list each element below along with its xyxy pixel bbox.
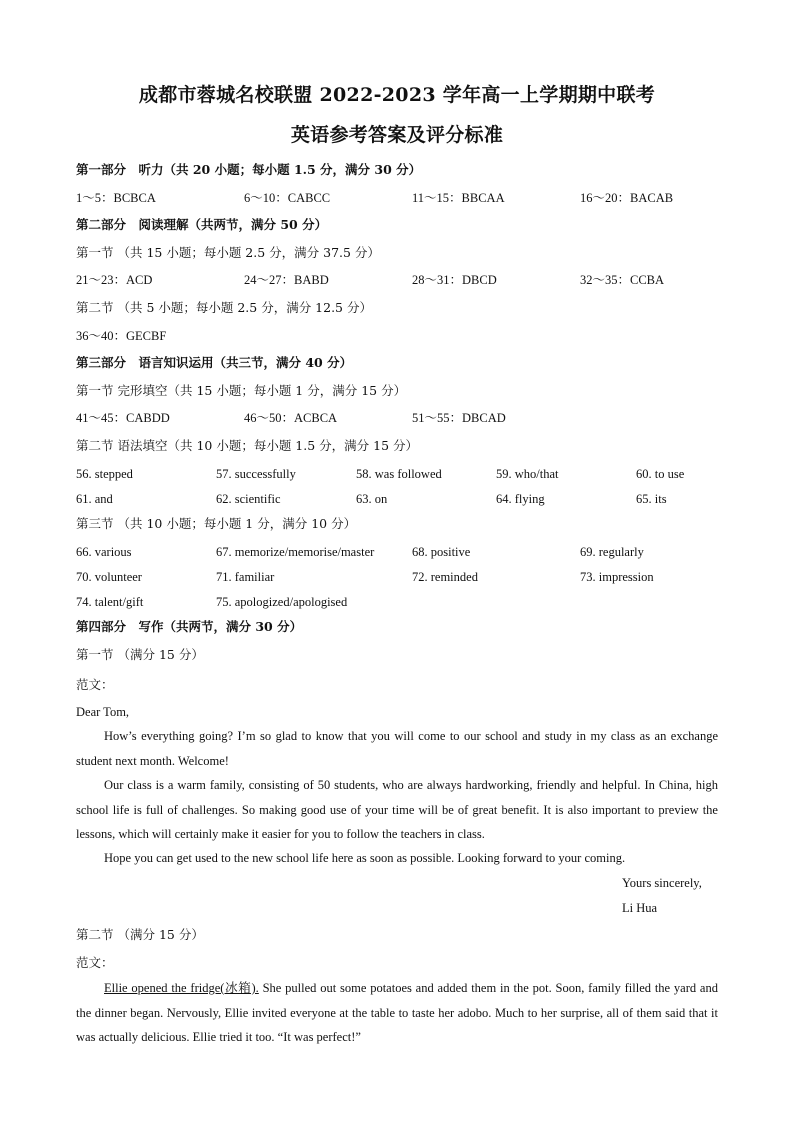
- vocab-answer: 74. talent/gift: [76, 595, 144, 609]
- grammar-answer: 58. was followed: [356, 467, 442, 481]
- part2-section2-heading: 第二节 （共 5 小题；每小题 2.5 分，满分 12.5 分）: [76, 300, 372, 315]
- story-paragraph: [76, 976, 718, 1050]
- document-title: 成都市蓉城名校联盟 2022-2023 学年高一上学期期中联考: [138, 84, 656, 106]
- letter-signature: Li Hua: [622, 901, 658, 915]
- model-story-label: 范文：: [76, 955, 114, 970]
- answer-group: 32～35：CCBA: [580, 273, 665, 287]
- answer-group: 24～27：BABD: [244, 273, 329, 287]
- grammar-answer: 57. successfully: [216, 467, 296, 481]
- part4-section1-heading: 第一节 （满分 15 分）: [76, 647, 204, 662]
- vocab-answer: 75. apologized/apologised: [216, 595, 348, 609]
- grammar-answer: 63. on: [356, 492, 388, 506]
- letter-greeting: Dear Tom,: [76, 705, 130, 719]
- answer-group: 1～5：BCBCA: [76, 191, 156, 205]
- part1-heading: 第一部分 听力（共 20 小题；每小题 1.5 分，满分 30 分）: [76, 162, 422, 177]
- vocab-answer: 67. memorize/memorise/master: [216, 545, 375, 559]
- letter-closing: Yours sincerely,: [622, 876, 702, 890]
- vocab-answer: 68. positive: [412, 545, 471, 559]
- answer-group: 16～20：BACAB: [580, 191, 674, 205]
- part2-section1-heading: 第一节 （共 15 小题；每小题 2.5 分，满分 37.5 分）: [76, 245, 380, 260]
- letter-paragraph: Hope you can get used to the new school life here as soon as possible. Looking forward to your coming.: [104, 851, 626, 865]
- grammar-answer: 65. its: [636, 492, 667, 506]
- vocab-answer: 69. regularly: [580, 545, 644, 559]
- answer-group: 51～55：DBCAD: [412, 411, 506, 425]
- answer-group: 6～10：CABCC: [244, 191, 331, 205]
- story-underlined-sentence: Ellie opened the fridge(冰箱).: [104, 981, 259, 995]
- answer-group: 28～31：DBCD: [412, 273, 497, 287]
- grammar-answer: 59. who/that: [496, 467, 559, 481]
- vocab-answer: 66. various: [76, 545, 132, 559]
- grammar-answer: 62. scientific: [216, 492, 281, 506]
- answer-group: 46～50：ACBCA: [244, 411, 338, 425]
- letter-paragraph: How’s everything going? I’m so glad to know that you will come to our school and study in my class as an exchange student next month. Welcome!: [76, 729, 718, 768]
- document-subtitle: 英语参考答案及评分标准: [290, 124, 504, 146]
- grammar-answer: 64. flying: [496, 492, 545, 506]
- model-essay-label: 范文：: [76, 677, 114, 692]
- part4-heading: 第四部分 写作（共两节，满分 30 分）: [76, 619, 303, 634]
- grammar-answer: 61. and: [76, 492, 113, 506]
- story-text: She pulled out some potatoes and added them in the pot. Soon, family filled the yard and the dinner began. Nervously, Ellie invited everyone at the table to taste her adobo. Much to her surprise, all of them said that it was actually delicious. Ellie tried it too. “It was perfect!”: [76, 981, 718, 1044]
- part4-section2-heading: 第二节 （满分 15 分）: [76, 927, 204, 942]
- part3-section3-heading: 第三节 （共 10 小题；每小题 1 分，满分 10 分）: [76, 516, 357, 531]
- answer-group: 36～40：GECBF: [76, 329, 167, 343]
- answer-group: 21～23：ACD: [76, 273, 153, 287]
- part3-heading: 第三部分 语言知识运用（共三节，满分 40 分）: [76, 355, 353, 370]
- vocab-answer: 70. volunteer: [76, 570, 142, 584]
- answer-group: 41～45：CABDD: [76, 411, 170, 425]
- part3-section2-heading: 第二节 语法填空（共 10 小题；每小题 1.5 分，满分 15 分）: [76, 438, 419, 453]
- grammar-answer: 56. stepped: [76, 467, 133, 481]
- vocab-answer: 72. reminded: [412, 570, 478, 584]
- grammar-answer: 60. to use: [636, 467, 685, 481]
- letter-paragraph: Our class is a warm family, consisting of 50 students, who are always hardworking, friendly and helpful. In China, high school life is full of challenges. So making good use of your time will be of great benefit. It is also important to preview the lessons, which will certainly make it easier for you to follow the teachers in class.: [76, 778, 718, 841]
- vocab-answer: 71. familiar: [216, 570, 275, 584]
- vocab-answer: 73. impression: [580, 570, 654, 584]
- part2-heading: 第二部分 阅读理解（共两节，满分 50 分）: [76, 217, 328, 232]
- answer-group: 11～15：BBCAA: [412, 191, 505, 205]
- part3-section1-heading: 第一节 完形填空（共 15 小题；每小题 1 分，满分 15 分）: [76, 383, 407, 398]
